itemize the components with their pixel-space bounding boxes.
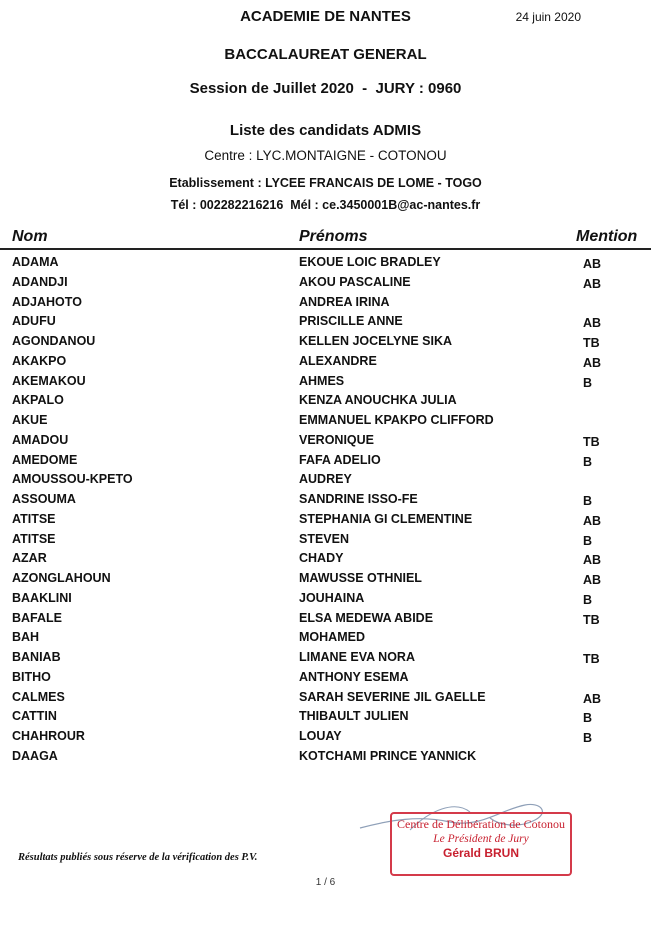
candidate-nom: AKPALO bbox=[12, 393, 64, 408]
table-row bbox=[0, 707, 651, 727]
candidate-nom: ASSOUMA bbox=[12, 492, 76, 506]
candidate-prenoms: PRISCILLE ANNE bbox=[299, 314, 403, 329]
table-row bbox=[0, 470, 651, 490]
table-row bbox=[0, 530, 651, 550]
candidate-nom: BANIAB bbox=[12, 650, 61, 664]
candidate-nom: AKAKPO bbox=[12, 353, 67, 368]
candidate-mention: AB bbox=[583, 573, 602, 587]
candidate-nom: BITHO bbox=[12, 669, 51, 684]
table-row bbox=[0, 332, 651, 352]
table-row bbox=[0, 431, 651, 451]
table-row bbox=[0, 628, 651, 648]
candidate-nom: BAH bbox=[12, 630, 40, 645]
table-row bbox=[0, 589, 651, 609]
table-row bbox=[0, 253, 651, 273]
candidate-mention: B bbox=[583, 375, 593, 390]
candidate-prenoms: ALEXANDRE bbox=[299, 353, 377, 368]
candidate-prenoms: SARAH SEVERINE JIL GAELLE bbox=[299, 689, 486, 704]
candidate-prenoms: AHMES bbox=[299, 373, 345, 388]
session-title: Session de Juillet 2020 - JURY : 0960 bbox=[189, 80, 462, 97]
candidate-mention: AB bbox=[583, 316, 602, 331]
candidate-mention: B bbox=[583, 711, 593, 726]
stamp-line-centre: Centre de Délibération de Cotonou bbox=[397, 817, 565, 831]
table-row bbox=[0, 391, 651, 411]
candidate-mention: B bbox=[583, 592, 593, 607]
exam-title: BACCALAUREAT GENERAL bbox=[224, 46, 427, 63]
candidate-prenoms: EKOUE LOIC BRADLEY bbox=[299, 255, 441, 269]
candidate-prenoms: AKOU PASCALINE bbox=[299, 274, 411, 289]
stamp-line-name: Gérald BRUN bbox=[442, 846, 519, 860]
candidate-prenoms: MAWUSSE OTHNIEL bbox=[299, 571, 422, 585]
centre-line: Centre : LYC.MONTAIGNE - COTONOU bbox=[204, 148, 447, 163]
document-date: 24 juin 2020 bbox=[515, 10, 581, 24]
candidate-nom: ADAMA bbox=[12, 255, 59, 269]
candidate-nom: ADJAHOTO bbox=[12, 294, 82, 309]
candidate-mention: B bbox=[583, 533, 593, 548]
table-row bbox=[0, 451, 651, 471]
candidate-prenoms: STEVEN bbox=[299, 531, 350, 546]
table-row bbox=[0, 273, 651, 293]
table-row bbox=[0, 312, 651, 332]
candidate-prenoms: LOUAY bbox=[299, 729, 342, 743]
candidate-nom: ATITSE bbox=[12, 531, 56, 546]
candidate-nom: BAAKLINI bbox=[12, 590, 72, 605]
academy-title: ACADEMIE DE NANTES bbox=[240, 8, 411, 25]
etablissement-line: Etablissement : LYCEE FRANCAIS DE LOME - TOGO bbox=[169, 176, 482, 190]
candidate-nom: ADANDJI bbox=[12, 274, 68, 289]
candidate-nom: AZONGLAHOUN bbox=[12, 571, 111, 585]
candidate-nom: CHAHROUR bbox=[12, 729, 85, 743]
candidate-prenoms: THIBAULT JULIEN bbox=[299, 709, 409, 724]
candidate-prenoms: FAFA ADELIO bbox=[299, 452, 381, 467]
candidate-prenoms: KENZA ANOUCHKA JULIA bbox=[299, 393, 457, 408]
candidate-prenoms: ANDREA IRINA bbox=[299, 294, 390, 309]
candidate-mention: AB bbox=[583, 513, 602, 528]
candidate-prenoms: STEPHANIA GI CLEMENTINE bbox=[299, 511, 473, 526]
table-row bbox=[0, 372, 651, 392]
candidate-nom: AZAR bbox=[12, 551, 47, 566]
candidate-mention: AB bbox=[583, 355, 602, 370]
list-title: Liste des candidats ADMIS bbox=[229, 122, 422, 139]
column-header-prenoms: Prénoms bbox=[299, 228, 368, 245]
candidate-nom: AKUE bbox=[12, 413, 48, 427]
table-row bbox=[0, 352, 651, 372]
table-row bbox=[0, 727, 651, 747]
candidate-mention: AB bbox=[583, 276, 602, 291]
stamp-line-role: Le Président de Jury bbox=[433, 833, 529, 845]
candidate-mention: AB bbox=[583, 553, 602, 568]
table-row bbox=[0, 668, 651, 688]
contact-line: Tél : 002282216216 Mél : ce.3450001B@ac-nantes.fr bbox=[170, 198, 481, 212]
column-header-nom: Nom bbox=[12, 228, 48, 245]
candidate-prenoms: KOTCHAMI PRINCE YANNICK bbox=[299, 748, 477, 763]
table-row bbox=[0, 609, 651, 629]
candidate-mention: TB bbox=[583, 652, 600, 666]
table-row bbox=[0, 411, 651, 431]
candidate-nom: DAAGA bbox=[12, 748, 58, 763]
candidate-prenoms: AUDREY bbox=[299, 472, 352, 487]
candidate-nom: CATTIN bbox=[12, 709, 57, 724]
candidate-mention: AB bbox=[583, 691, 602, 706]
candidate-mention: B bbox=[583, 494, 593, 508]
table-row bbox=[0, 510, 651, 530]
candidate-nom: ATITSE bbox=[12, 511, 56, 526]
table-row bbox=[0, 490, 651, 510]
candidate-mention: TB bbox=[583, 336, 600, 350]
table-row bbox=[0, 569, 651, 589]
candidate-mention: TB bbox=[583, 612, 600, 627]
header-rule bbox=[0, 248, 651, 250]
table-row bbox=[0, 688, 651, 708]
candidate-prenoms: VERONIQUE bbox=[299, 432, 375, 447]
candidate-mention: B bbox=[583, 454, 593, 469]
jury-stamp bbox=[390, 812, 572, 876]
table-row bbox=[0, 747, 651, 767]
table-row bbox=[0, 648, 651, 668]
table-row bbox=[0, 293, 651, 313]
candidate-prenoms: LIMANE EVA NORA bbox=[299, 650, 415, 664]
table-row bbox=[0, 549, 651, 569]
candidate-nom: BAFALE bbox=[12, 610, 62, 625]
footnote: Résultats publiés sous réserve de la vérification des P.V. bbox=[18, 852, 258, 863]
candidate-nom: AMOUSSOU-KPETO bbox=[12, 472, 133, 487]
candidate-nom: AMADOU bbox=[12, 432, 69, 447]
column-header-mention: Mention bbox=[576, 228, 638, 245]
candidate-list bbox=[0, 253, 651, 767]
candidate-mention: B bbox=[583, 731, 593, 745]
candidate-prenoms: CHADY bbox=[299, 551, 344, 566]
candidate-prenoms: ELSA MEDEWA ABIDE bbox=[299, 610, 434, 625]
candidate-nom: AMEDOME bbox=[12, 452, 78, 467]
candidate-mention: AB bbox=[583, 257, 602, 271]
candidate-nom: CALMES bbox=[12, 689, 65, 704]
candidate-mention: TB bbox=[583, 434, 600, 449]
candidate-nom: AGONDANOU bbox=[12, 334, 96, 348]
candidate-prenoms: EMMANUEL KPAKPO CLIFFORD bbox=[299, 413, 494, 427]
candidate-nom: ADUFU bbox=[12, 314, 56, 329]
candidate-prenoms: SANDRINE ISSO-FE bbox=[299, 492, 418, 506]
candidate-prenoms: JOUHAINA bbox=[299, 590, 365, 605]
candidate-prenoms: ANTHONY ESEMA bbox=[299, 669, 409, 684]
candidate-prenoms: KELLEN JOCELYNE SIKA bbox=[299, 334, 453, 348]
candidate-nom: AKEMAKOU bbox=[12, 373, 86, 388]
candidate-prenoms: MOHAMED bbox=[299, 630, 365, 645]
page-number: 1 / 6 bbox=[315, 877, 336, 888]
